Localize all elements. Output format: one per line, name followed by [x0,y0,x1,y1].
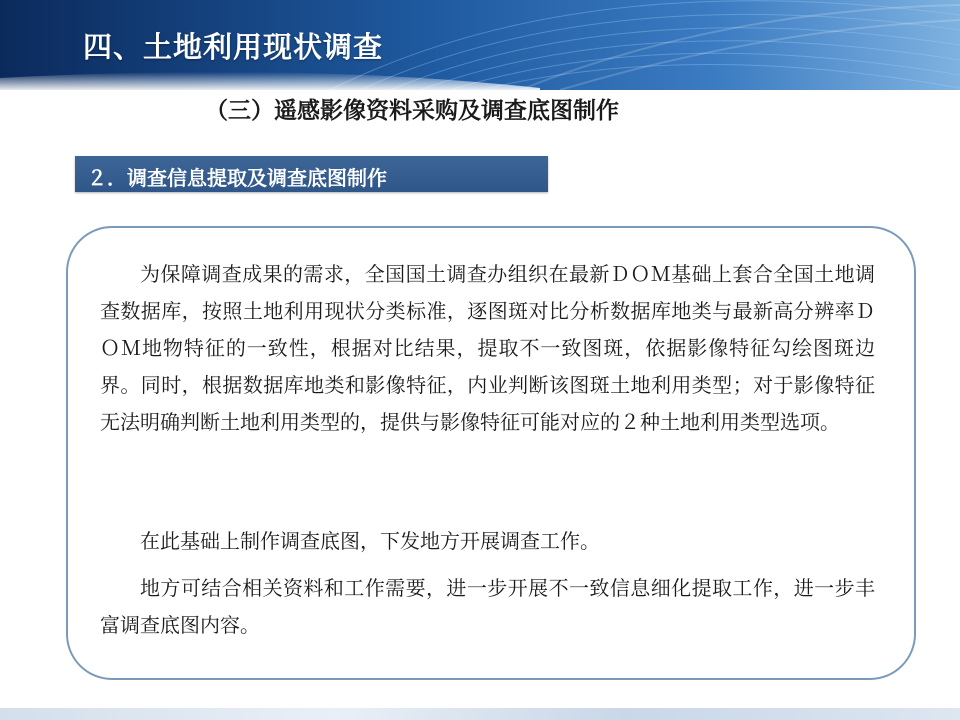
sub-section-label: ２．调查信息提取及调查底图制作 [87,166,387,190]
sub-section-bar [75,156,548,192]
content-paragraph: 地方可结合相关资料和工作需要，进一步开展不一致信息细化提取工作，进一步丰富调查底图内容。 [100,576,875,637]
content-paragraph: 在此基础上制作调查底图，下发地方开展调查工作。 [140,529,600,553]
page-title: 四、土地利用现状调查 [83,30,384,64]
footer-strip [0,708,960,720]
section-subtitle: （三）遥感影像资料采购及调查底图制作 [205,98,619,124]
header-banner [0,0,960,90]
content-paragraph: 为保障调查成果的需求，全国国土调查办组织在最新ＤＯＭ基础上套合全国土地调查数据库，按照土地利用现状分类标准，逐图斑对比分析数据库地类与最新高分辨率ＤＯＭ地物特征的一致性，根据对比结果，提取不一致图斑，依据影像特征勾绘图斑边界。同时，根据数据库地类和影像特征，内业判断该图斑土地利用类型；对于影像特征无法明确判断土地利用类型的，提供与影像特征可能对应的２种土地利用类型选项。 [100,262,875,434]
